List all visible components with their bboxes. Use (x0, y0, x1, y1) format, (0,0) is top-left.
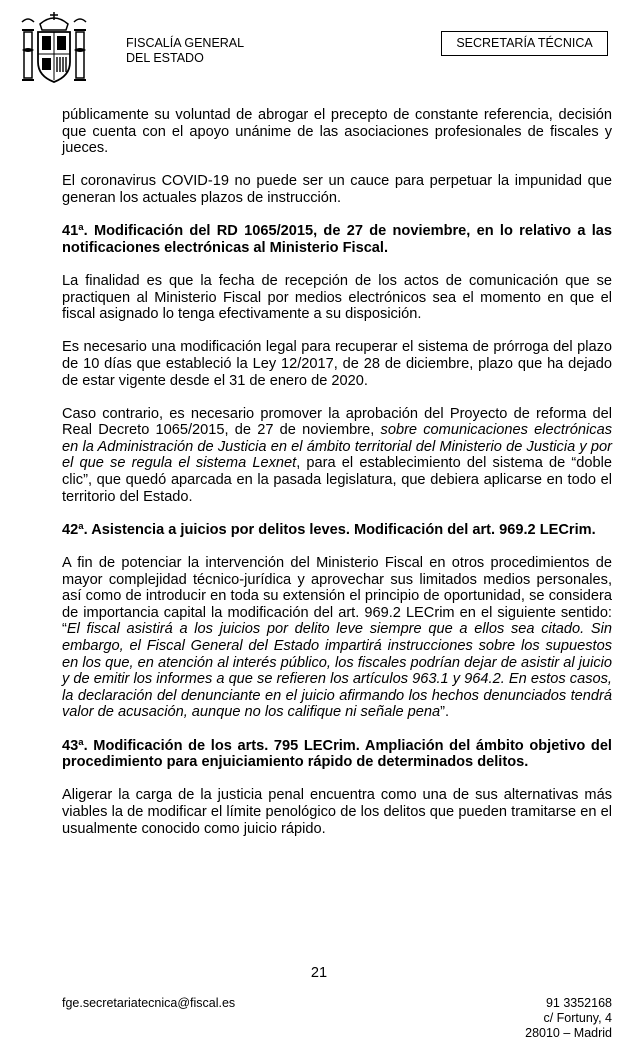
spanish-coat-of-arms-icon (20, 10, 88, 88)
organization-name-line2: DEL ESTADO (126, 51, 204, 65)
italic-quote: El fiscal asistirá a los juicios por delito leve siempre que a ellos sea citado. Sin embargo, el Fiscal General del Estado impartirá instrucciones sobre los supuestos en los que, en atención al interés público, los fiscales podrían dejar de asistir al juicio y de emitir los informes a que se refieren los artículos 963.1 y 964.2. En estos casos, la declaración del denunciante en el juicio afirmando los hechos denunciados tendrá valor de acusación, aunque no los califique ni señale pena (62, 621, 612, 721)
text-run: , para el establecimiento del sistema de “doble clic”, que quedó aparcada en la pasada legislatura, que debiera aplicarse en todo el territorio del Estado. (62, 455, 612, 505)
italic-text-run: sobre comunicaciones electrónicas en la Administración de Justicia en el ámbito territorial del Ministerio de Justicia y por el que se regula el sistema Lexnet (62, 422, 612, 472)
footer-phone: 91 3352168 (545, 996, 612, 1010)
section-heading-42: 42ª. Asistencia a juicios por delitos leves. Modificación del art. 969.2 LECrim. (62, 521, 596, 538)
document-body (62, 107, 612, 854)
text-run: ”. (440, 704, 450, 721)
footer-email: fge.secretariatecnica@fiscal.es (62, 996, 236, 1010)
paragraph (62, 555, 612, 721)
page-number: 21 (310, 965, 328, 981)
footer-contact (525, 996, 612, 1041)
footer-street: c/ Fortuny, 4 (543, 1011, 612, 1025)
section-heading-41: 41ª. Modificación del RD 1065/2015, de 27 de noviembre, en lo relativo a las notificaciones electrónicas al Ministerio Fiscal. (62, 223, 612, 256)
paragraph: El coronavirus COVID-19 no puede ser un cauce para perpetuar la impunidad que generan los actuales plazos de instrucción. (62, 173, 612, 206)
department-label: SECRETARÍA TÉCNICA (441, 31, 608, 56)
paragraph: Aligerar la carga de la justicia penal encuentra como una de sus alternativas más viables la de modificar el límite penológico de los delitos que pueden tramitarse en el usualmente conocido como juicio rápido. (62, 787, 612, 837)
footer-city: 28010 – Madrid (525, 1026, 612, 1040)
paragraph: públicamente su voluntad de abrogar el precepto de constante referencia, decisión que cuenta con el apoyo unánime de las asociaciones profesionales de fiscales y jueces. (62, 107, 612, 157)
paragraph (62, 406, 612, 506)
section-heading-43: 43ª. Modificación de los arts. 795 LECrim. Ampliación del ámbito objetivo del procedimiento para enjuiciamiento rápido de determinados delitos. (62, 737, 612, 771)
paragraph: Es necesario una modificación legal para recuperar el sistema de prórroga del plazo de 10 días que estableció la Ley 12/2017, de 28 de diciembre, plazo que ha dejado de estar vigente desde el 31 de enero de 2020. (62, 339, 612, 389)
organization-name-line1: FISCALÍA GENERAL (126, 36, 245, 50)
paragraph: La finalidad es que la fecha de recepción de los actos de comunicación que se practiquen al Ministerio Fiscal por medios electrónicos sea el momento en que el fiscal asignado lo tenga efectivamente a su disposición. (62, 272, 612, 323)
organization-name (126, 36, 244, 66)
text-run: Caso contrario, es necesario promover la aprobación del Proyecto de reforma del Real Decreto 1065/2015, de 27 de noviembre, (62, 405, 612, 439)
text-run: A fin de potenciar la intervención del Ministerio Fiscal en otros procedimientos de mayor complejidad técnico-jurídica y aprovechar sus limitados medios personales, así como de introducir en toda su extensión el principio de oportunidad, se considera de importancia capital la modificación del art. 969.2 LECrim en el siguiente sentido: “ (62, 555, 612, 638)
